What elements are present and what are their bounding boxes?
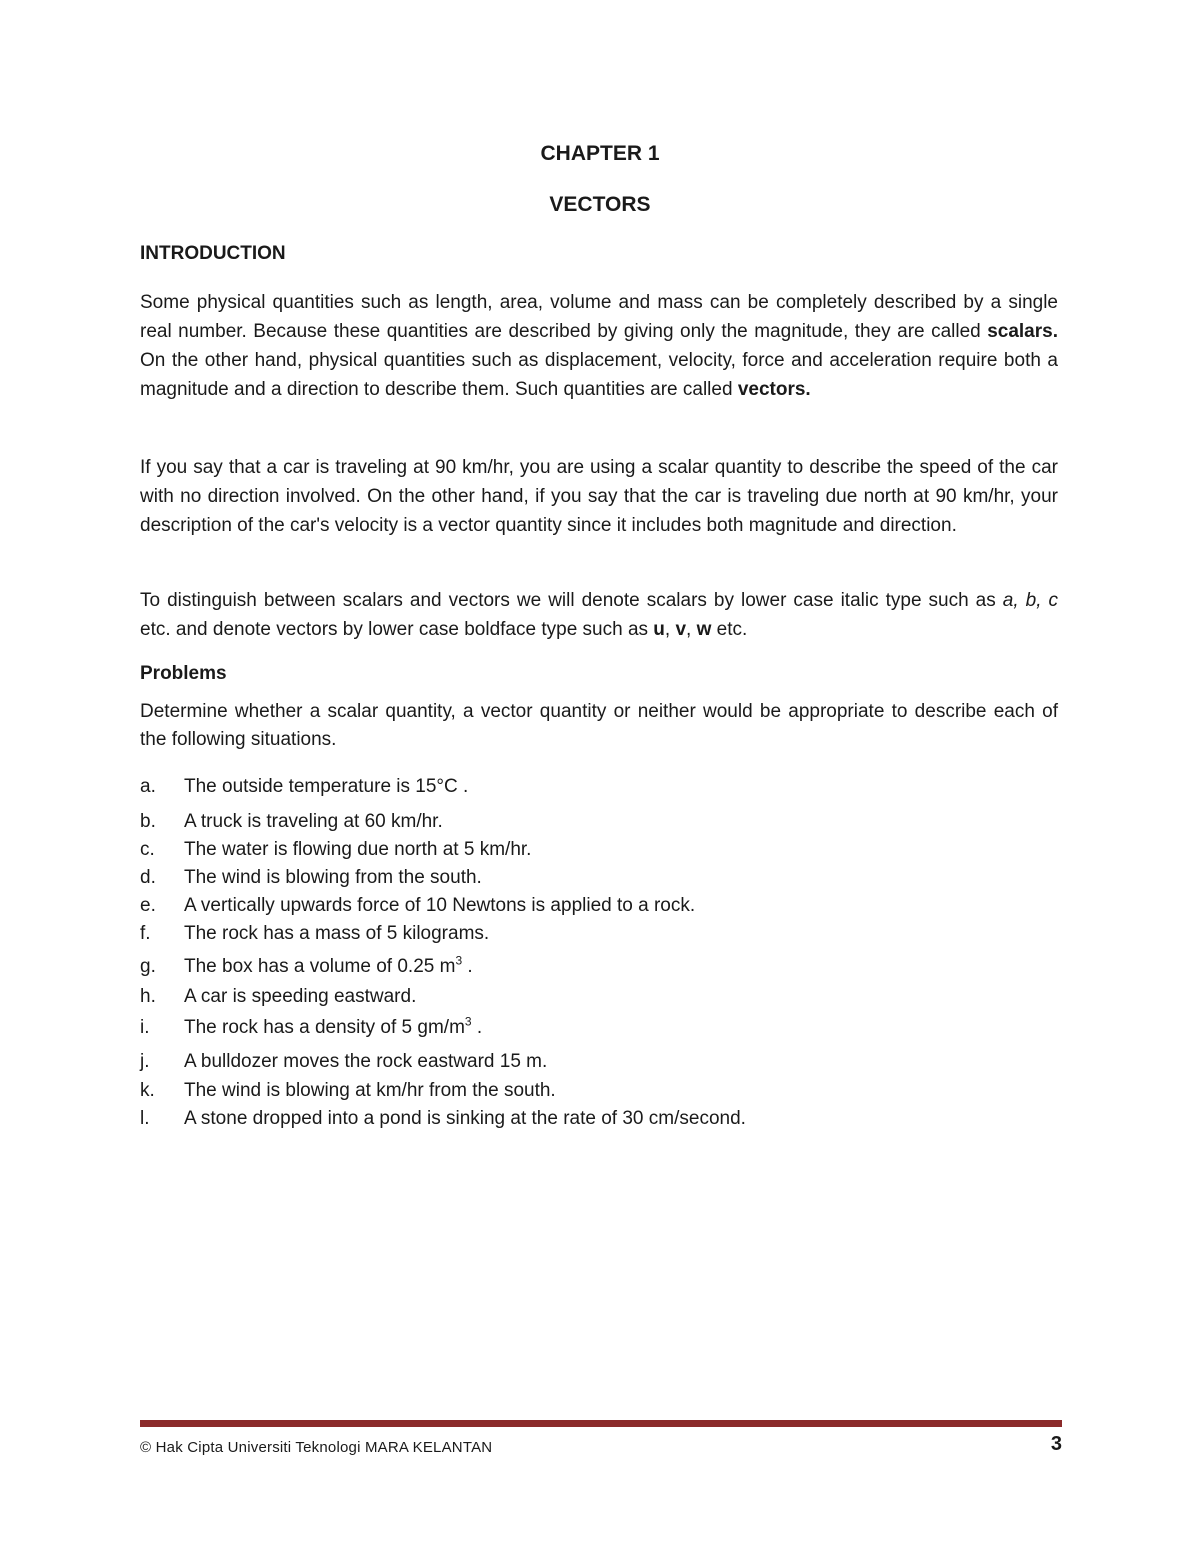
item-letter: j. xyxy=(140,1051,150,1072)
comma-2: , xyxy=(686,619,697,640)
item-letter: d. xyxy=(140,867,156,888)
example-paragraph: If you say that a car is traveling at 90 km/hr, you are using a scalar quantity to describe the speed of the car with no direction involved. On the other hand, if you say that the car is traveling due north at 90 km/hr, your description of the car's velocity is a vector quantity since it includes both magnitude and direction. xyxy=(140,457,1058,536)
chapter-title: CHAPTER 1 xyxy=(540,142,660,165)
notation-text-1: To distinguish between scalars and vectors we will denote scalars by lower case italic type such as xyxy=(140,590,1003,611)
list-item xyxy=(140,895,1058,923)
intro-paragraph xyxy=(140,288,1058,404)
item-text: A vertically upwards force of 10 Newtons is applied to a rock. xyxy=(184,895,696,916)
scalars-term: scalars. xyxy=(987,321,1058,342)
footer-copyright: © Hak Cipta Universiti Teknologi MARA KELANTAN xyxy=(140,1439,493,1456)
footer-divider xyxy=(140,1420,1062,1427)
introduction-heading: INTRODUCTION xyxy=(140,243,286,264)
intro-text-1: Some physical quantities such as length, area, volume and mass can be completely described by a single real number. Because these quantities are described by giving only the magnitude, they are called xyxy=(140,292,1058,342)
problems-heading: Problems xyxy=(140,663,227,684)
item-letter: l. xyxy=(140,1108,150,1129)
list-item xyxy=(140,776,1058,804)
item-letter: h. xyxy=(140,986,156,1007)
document-page xyxy=(140,0,1060,1553)
item-text: The box has a volume of 0.25 m xyxy=(184,956,456,977)
list-item xyxy=(140,811,1058,839)
item-letter: g. xyxy=(140,956,156,977)
list-item xyxy=(140,1051,1058,1079)
item-text: The outside temperature is 15°C . xyxy=(184,776,469,797)
notation-text-3: etc. xyxy=(711,619,748,640)
page-number: 3 xyxy=(1050,1433,1062,1455)
vectors-term: vectors. xyxy=(737,379,811,400)
item-text: A car is speeding eastward. xyxy=(184,986,417,1007)
vector-u: u xyxy=(653,619,665,640)
item-text: The water is flowing due north at 5 km/hr. xyxy=(184,839,532,860)
notation-text-2: etc. and denote vectors by lower case boldface type such as xyxy=(140,619,654,640)
item-letter: b. xyxy=(140,811,156,832)
intro-text-2: On the other hand, physical quantities such as displacement, velocity, force and acceleration require both a magnitude and a direction to describe them. Such quantities are called xyxy=(140,350,1058,400)
list-item xyxy=(140,1014,1058,1045)
item-period: . xyxy=(471,1017,483,1038)
item-text: A bulldozer moves the rock eastward 15 m. xyxy=(184,1051,548,1072)
item-text: The rock has a mass of 5 kilograms. xyxy=(184,923,490,944)
item-letter: k. xyxy=(140,1080,155,1101)
scalar-examples: a, b, c xyxy=(1002,590,1058,611)
item-text-with-superscript xyxy=(184,953,473,978)
superscript-3: 3 xyxy=(455,953,463,968)
item-period: . xyxy=(462,956,473,977)
vector-w: w xyxy=(696,619,712,640)
item-letter: c. xyxy=(140,839,155,860)
item-letter: f. xyxy=(140,923,151,944)
item-text: The wind is blowing from the south. xyxy=(184,867,482,888)
item-text-with-superscript xyxy=(184,1014,483,1039)
superscript-3: 3 xyxy=(464,1014,472,1029)
item-text: A truck is traveling at 60 km/hr. xyxy=(184,811,443,832)
comma-1: , xyxy=(664,619,676,640)
vector-v: v xyxy=(675,619,687,640)
list-item xyxy=(140,867,1058,895)
section-title: VECTORS xyxy=(549,193,651,216)
item-text: The wind is blowing at km/hr from the south. xyxy=(184,1080,556,1101)
list-item xyxy=(140,1080,1058,1108)
item-letter: e. xyxy=(140,895,156,916)
notation-paragraph xyxy=(140,586,1058,644)
item-text: The rock has a density of 5 gm/m xyxy=(184,1017,465,1038)
item-letter: a. xyxy=(140,776,156,797)
list-item xyxy=(140,923,1058,951)
item-text: A stone dropped into a pond is sinking at the rate of 30 cm/second. xyxy=(184,1108,746,1129)
item-letter: i. xyxy=(140,1017,150,1038)
list-item xyxy=(140,839,1058,867)
problems-instructions: Determine whether a scalar quantity, a vector quantity or neither would be appropriate to describe each of the following situations. xyxy=(140,701,1058,750)
list-item xyxy=(140,986,1058,1014)
list-item xyxy=(140,953,1058,984)
list-item xyxy=(140,1108,1058,1136)
